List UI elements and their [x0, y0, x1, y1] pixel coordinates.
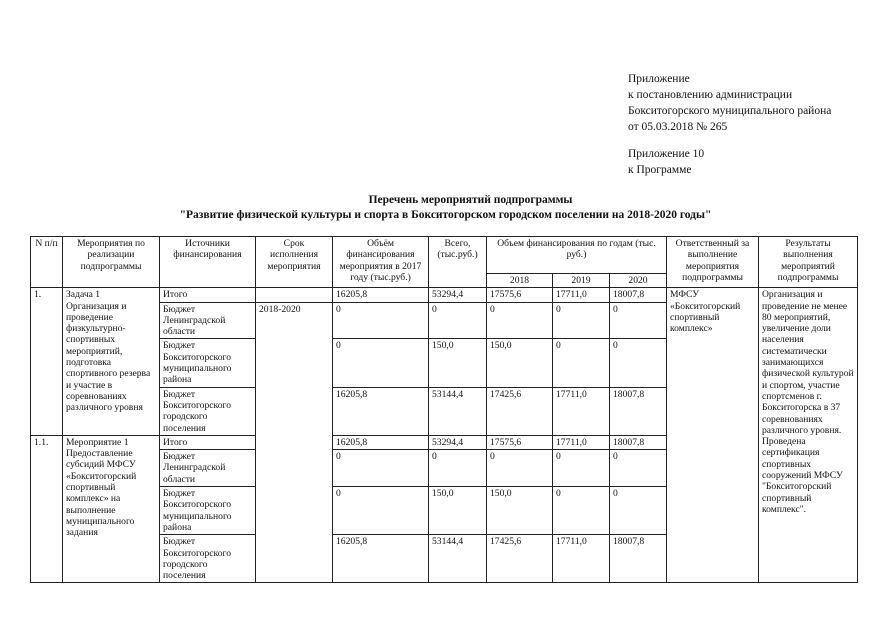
volume-2017-cell: 16205,8 — [333, 288, 429, 302]
year-2019-cell: 0 — [553, 450, 610, 487]
year-2019-cell: 0 — [553, 339, 610, 387]
measures-table — [30, 236, 858, 583]
total-cell: 53294,4 — [429, 435, 487, 449]
year-2018-cell: 150,0 — [487, 487, 553, 535]
volume-2017-cell: 16205,8 — [333, 535, 429, 583]
header-measures: Мероприятия по реализации подпрограммы — [63, 237, 160, 288]
source-cell: Итого — [160, 288, 256, 302]
total-cell: 0 — [429, 302, 487, 339]
appendix-line: к постановлению администрации — [628, 89, 793, 101]
source-cell: Бюджет Ленинградской области — [160, 302, 256, 339]
total-cell: 53144,4 — [429, 387, 487, 435]
source-cell: Бюджет Бокситогорского городского поселения — [160, 387, 256, 435]
appendix-line: Бокситогорского муниципального района — [628, 105, 832, 117]
results-cell: Организация и проведение не менее 80 мероприятий, увеличение доли населения систематически занимающихся физической культурой и спортом, участие спортсменов г. Бокситогорска в 37 соревнованиях различного уровня. Проведена сертификация спортивных сооружений МФСУ "Бокситогорский спортивный комплекс". — [759, 288, 858, 583]
year-2020-cell: 0 — [610, 487, 667, 535]
volume-2017-cell: 16205,8 — [333, 387, 429, 435]
header-year-2020: 2020 — [610, 274, 667, 288]
year-2018-cell: 17425,6 — [487, 387, 553, 435]
source-cell: Бюджет Бокситогорского муниципального района — [160, 339, 256, 387]
total-cell: 53144,4 — [429, 535, 487, 583]
source-cell: Бюджет Бокситогорского муниципального района — [160, 487, 256, 535]
measure-name — [63, 435, 160, 583]
year-2019-cell: 0 — [553, 302, 610, 339]
document-title — [0, 193, 881, 223]
source-cell: Итого — [160, 435, 256, 449]
total-cell: 0 — [429, 450, 487, 487]
header-responsible: Ответственный за выполнение мероприятия подпрограммы — [667, 237, 759, 288]
year-2020-cell: 0 — [610, 339, 667, 387]
appendix-line: от 05.03.2018 № 265 — [628, 121, 728, 133]
appendix-header — [628, 71, 831, 135]
volume-2017-cell: 0 — [333, 339, 429, 387]
term-cell: 2018-2020 — [256, 302, 333, 583]
header-num: N п/п — [31, 237, 63, 288]
volume-2017-cell: 0 — [333, 302, 429, 339]
year-2019-cell: 17711,0 — [553, 535, 610, 583]
table-row — [31, 288, 858, 302]
appendix-10-header — [628, 146, 704, 178]
total-cell: 53294,4 — [429, 288, 487, 302]
total-cell: 150,0 — [429, 339, 487, 387]
task-num: 1. — [31, 288, 63, 436]
header-year-2018: 2018 — [487, 274, 553, 288]
header-results: Результаты выполнения мероприятий подпрограммы — [759, 237, 858, 288]
year-2018-cell: 150,0 — [487, 339, 553, 387]
year-2019-cell: 17711,0 — [553, 435, 610, 449]
title-line-1: Перечень мероприятий подпрограммы — [368, 194, 573, 206]
year-2019-cell: 17711,0 — [553, 288, 610, 302]
measure-description: Предоставление субсидий МФСУ «Бокситогорский спортивный комплекс» на выполнение муниципального задания — [66, 448, 137, 539]
header-term: Срок исполнения мероприятия — [256, 237, 333, 288]
volume-2017-cell: 16205,8 — [333, 435, 429, 449]
measure-num: 1.1. — [31, 435, 63, 583]
source-cell: Бюджет Бокситогорского городского поселения — [160, 535, 256, 583]
year-2020-cell: 18007,8 — [610, 535, 667, 583]
year-2019-cell: 17711,0 — [553, 387, 610, 435]
source-cell: Бюджет Ленинградской области — [160, 450, 256, 487]
volume-2017-cell: 0 — [333, 450, 429, 487]
volume-2017-cell: 0 — [333, 487, 429, 535]
year-2020-cell: 18007,8 — [610, 288, 667, 302]
total-cell: 150,0 — [429, 487, 487, 535]
header-total: Всего, (тыс.руб.) — [429, 237, 487, 288]
header-year-2019: 2019 — [553, 274, 610, 288]
header-by-years: Объем финансирования по годам (тыс. руб.) — [487, 237, 667, 274]
year-2020-cell: 18007,8 — [610, 387, 667, 435]
title-line-2: "Развитие физической культуры и спорта в Бокситогорском городском поселении на 2018-2020 годы" — [179, 209, 712, 221]
year-2018-cell: 17425,6 — [487, 535, 553, 583]
year-2018-cell: 0 — [487, 450, 553, 487]
header-sources: Источники финансирования — [160, 237, 256, 288]
year-2018-cell: 0 — [487, 302, 553, 339]
measure-title: Мероприятие 1 — [66, 436, 129, 448]
responsible-cell: МФСУ «Бокситогорский спортивный комплекс» — [667, 288, 759, 583]
year-2019-cell: 0 — [553, 487, 610, 535]
year-2020-cell: 0 — [610, 450, 667, 487]
year-2018-cell: 17575,6 — [487, 435, 553, 449]
year-2020-cell: 18007,8 — [610, 435, 667, 449]
year-2018-cell: 17575,6 — [487, 288, 553, 302]
appendix-line: к Программе — [628, 164, 692, 176]
appendix-line: Приложение 10 — [628, 148, 705, 160]
task-title: Задача 1 — [66, 289, 101, 301]
appendix-line: Приложение — [628, 73, 690, 85]
task-description: Организация и проведение физкультурно-спортивных мероприятий, подготовка спортивного резерва и участие в соревнованиях различного уровня — [66, 300, 151, 414]
header-volume-2017: Объём финансирования мероприятия в 2017 году (тыс.руб.) — [333, 237, 429, 288]
task-name — [63, 288, 160, 436]
term-cell — [256, 288, 333, 302]
year-2020-cell: 0 — [610, 302, 667, 339]
